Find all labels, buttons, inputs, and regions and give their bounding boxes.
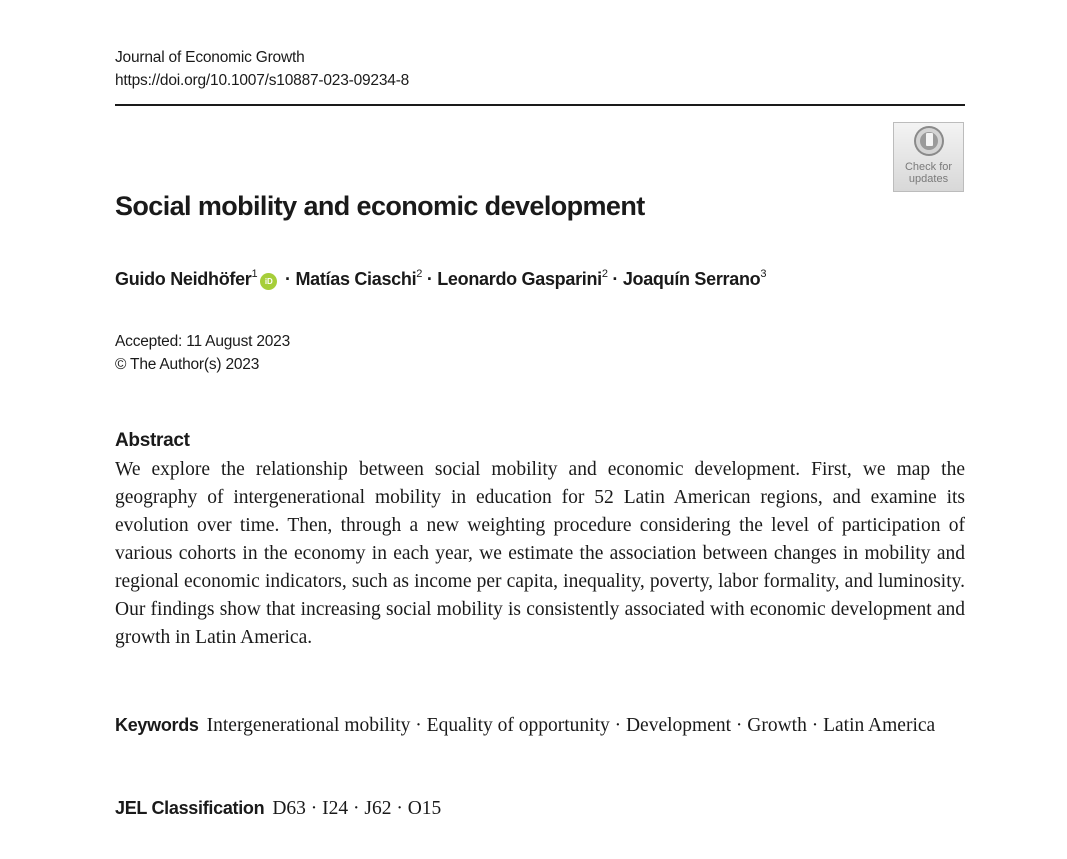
author-name[interactable]: Leonardo Gasparini xyxy=(437,269,602,289)
author-list xyxy=(115,266,766,292)
abstract-heading: Abstract xyxy=(115,430,190,451)
paper-title: Social mobility and economic development xyxy=(115,191,645,221)
jel-section xyxy=(115,794,441,823)
journal-header xyxy=(115,46,409,92)
orcid-icon[interactable]: iD xyxy=(260,273,277,290)
journal-name: Journal of Economic Growth xyxy=(115,49,305,66)
affiliation-marker: 2 xyxy=(416,268,423,280)
accepted-date: Accepted: 11 August 2023 xyxy=(115,333,291,350)
author-name[interactable]: Guido Neidhöfer xyxy=(115,269,252,289)
affiliation-marker: 1 xyxy=(251,268,258,280)
abstract-text: We explore the relationship between social mobility and economic development. First, we map the geography of intergenerational mobility in education for 52 Latin American regions, and examine its evolution over time. Then, through a new weighting procedure considering the level of participation of various cohorts in the economy in each year, we estimate the association between changes in mobility and regional economic indicators, such as income per capita, inequality, poverty, labor formality, and luminosity. Our findings show that increasing social mobility is consistently associated with economic development and growth in Latin America. xyxy=(115,459,965,648)
header-rule xyxy=(115,104,965,106)
author-separator: · xyxy=(280,269,296,289)
publication-dates xyxy=(115,330,290,376)
keywords-section xyxy=(115,711,965,740)
jel-codes: D63 · I24 · J62 · O15 xyxy=(272,798,442,819)
affiliation-marker: 3 xyxy=(760,268,767,280)
doi-link[interactable]: https://doi.org/10.1007/s10887-023-09234-8 xyxy=(115,72,410,89)
badge-label: Check for updates xyxy=(904,161,953,185)
author-name[interactable]: Joaquín Serrano xyxy=(622,269,761,289)
jel-label: JEL Classification xyxy=(115,798,265,818)
check-for-updates-badge[interactable] xyxy=(893,122,964,192)
copyright-notice: © The Author(s) 2023 xyxy=(115,356,260,373)
bookmark-icon xyxy=(926,133,933,146)
author-separator: · xyxy=(422,269,438,289)
keywords-label: Keywords xyxy=(115,715,199,735)
author-name[interactable]: Matías Ciaschi xyxy=(295,269,417,289)
affiliation-marker: 2 xyxy=(601,268,608,280)
keywords-text: Intergenerational mobility · Equality of opportunity · Development · Growth · Latin America xyxy=(206,715,936,736)
author-separator: · xyxy=(607,269,623,289)
